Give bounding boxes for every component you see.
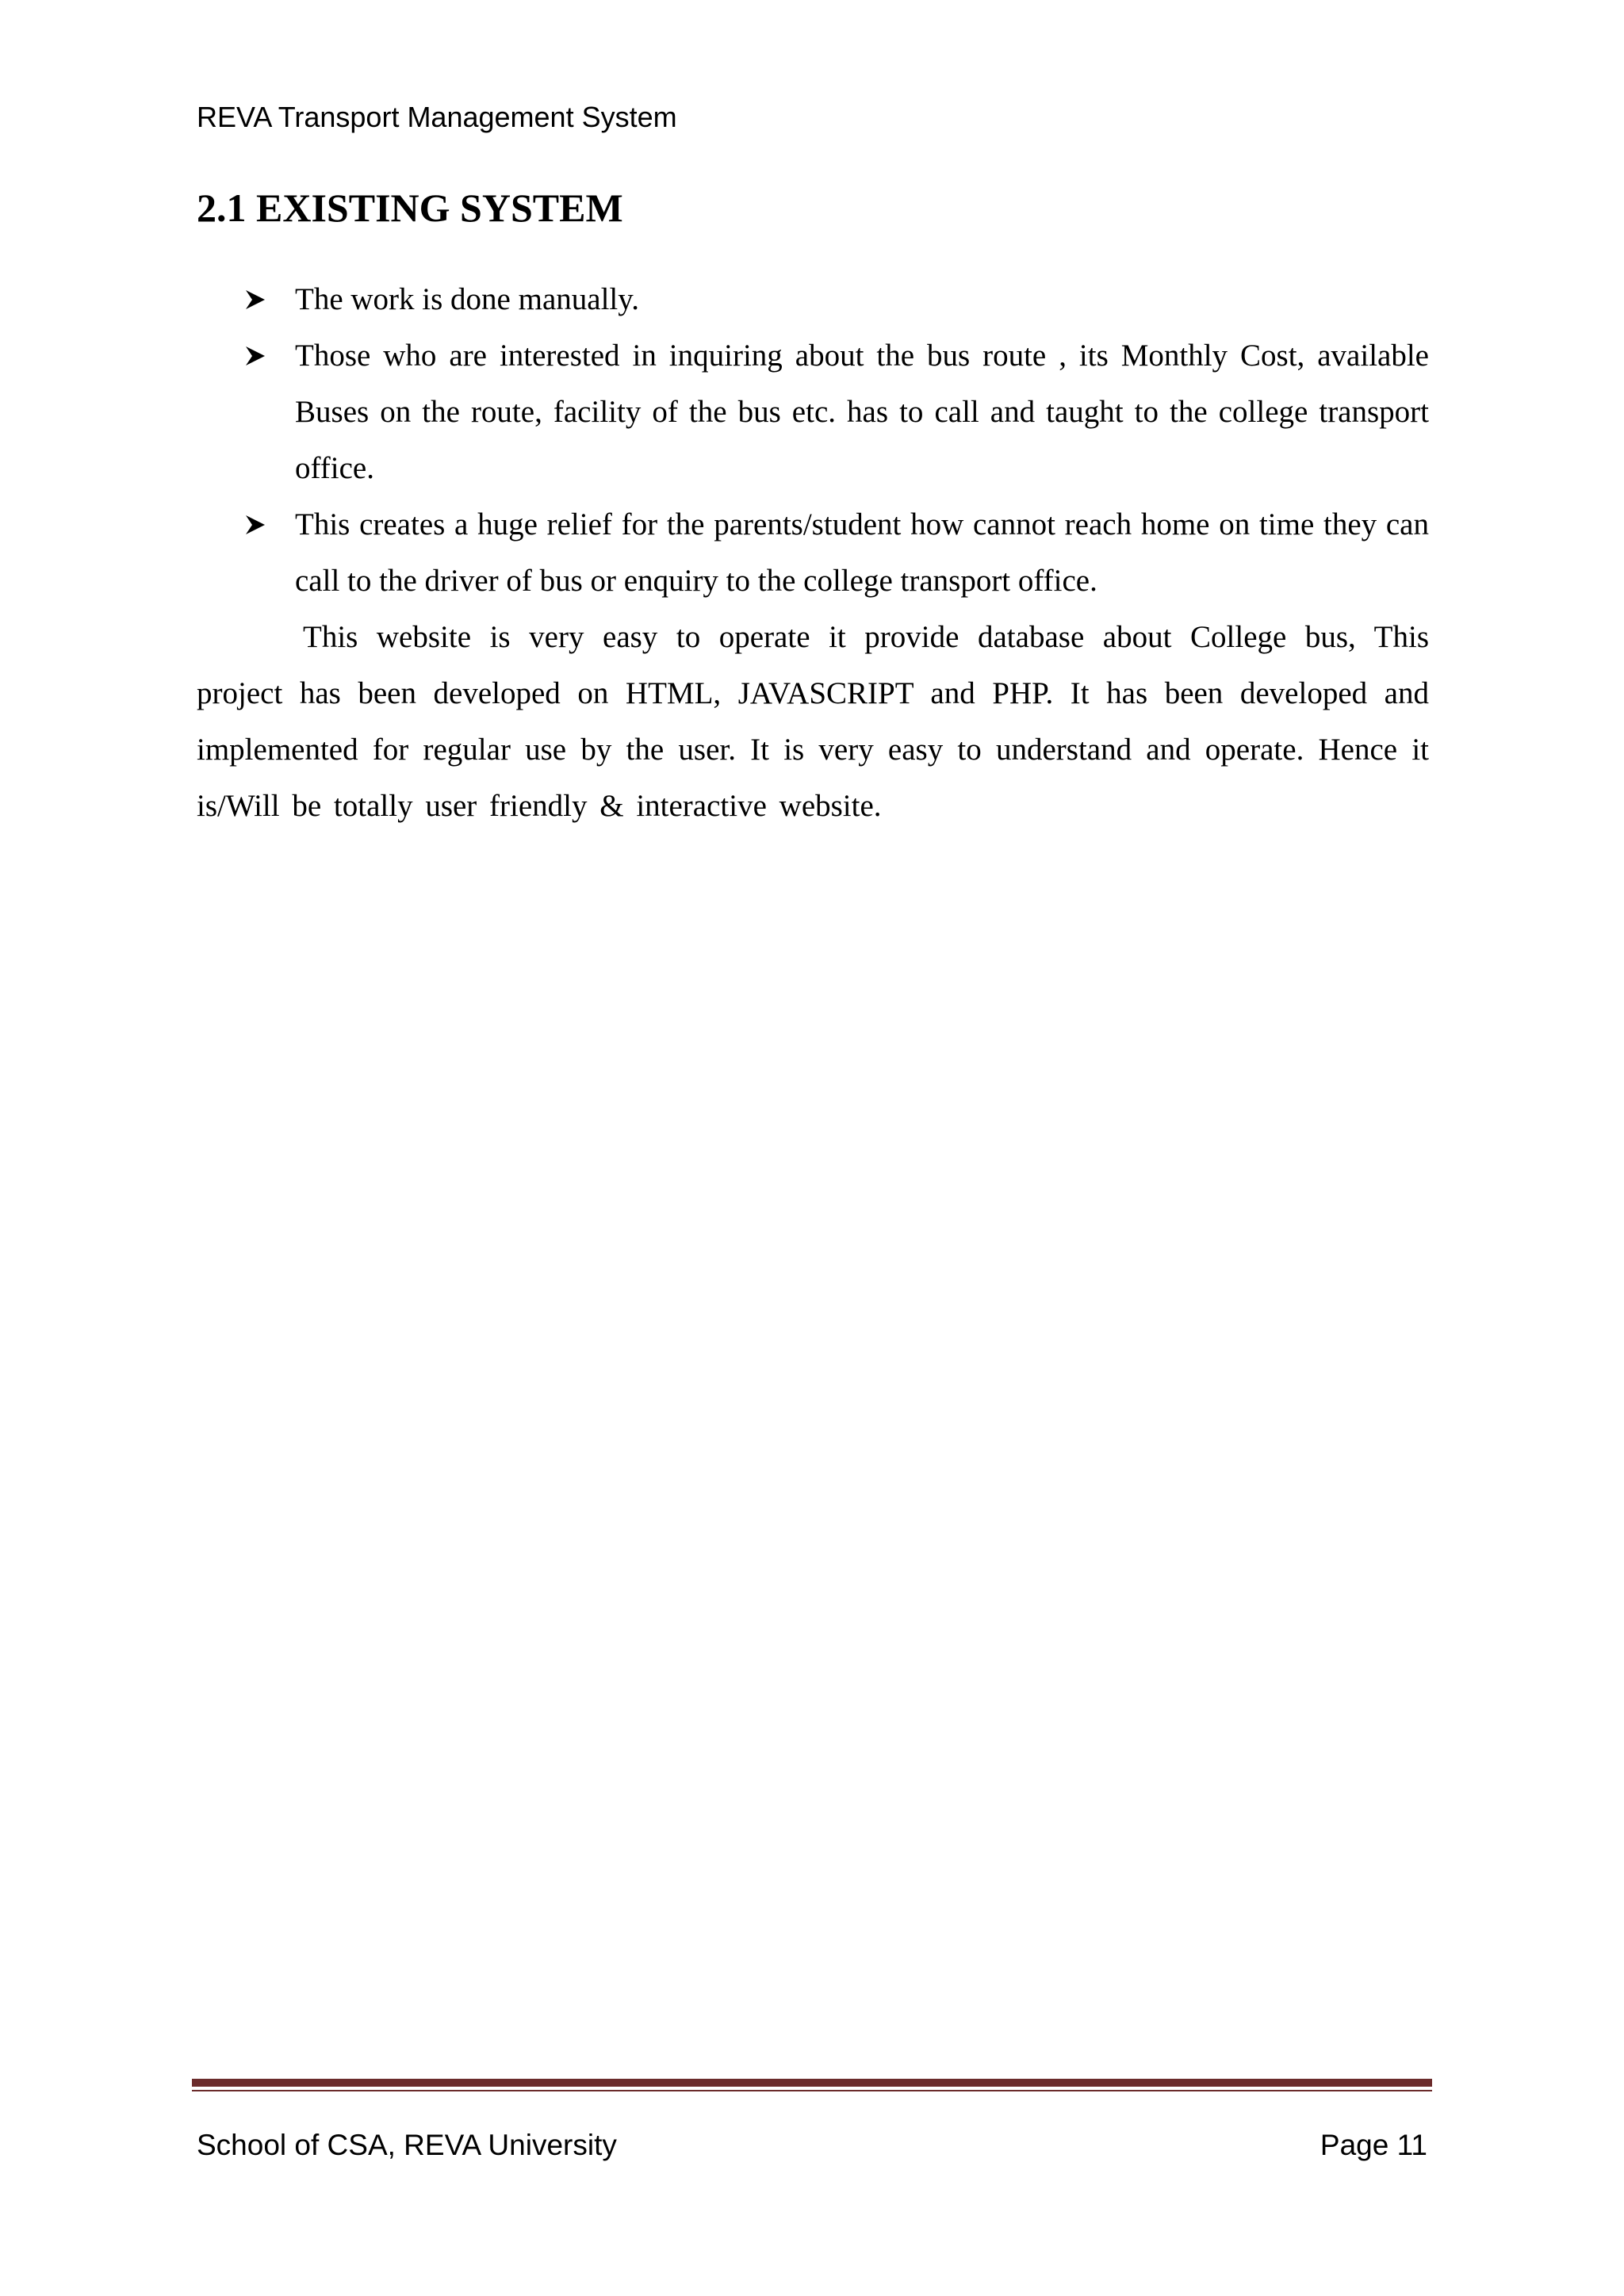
bullet-item bbox=[197, 271, 1429, 327]
arrow-bullet-icon bbox=[244, 327, 276, 384]
arrow-bullet-icon bbox=[244, 271, 276, 327]
body-paragraph: This website is very easy to operate it provide database about College bus, This project has been developed on HTML, JAVASCRIPT and PHP. It has been developed and implemented for regular use by the user. It is very easy to understand and operate. Hence it is/Will be totally user friendly & interactive website. bbox=[197, 620, 1429, 823]
page-number: Page 11 bbox=[1320, 2129, 1427, 2161]
bullet-item bbox=[197, 327, 1429, 496]
bullet-list bbox=[197, 271, 1429, 609]
bullet-text: The work is done manually. bbox=[295, 282, 639, 316]
running-header: REVA Transport Management System bbox=[197, 101, 677, 133]
section-title: 2.1 EXISTING SYSTEM bbox=[197, 186, 623, 230]
arrow-bullet-icon bbox=[244, 496, 276, 553]
footer-divider bbox=[192, 2079, 1432, 2091]
bullet-text: Those who are interested in inquiring about the bus route , its Monthly Cost, available Buses on the route, facility of the bus etc. has to call and taught to the college transport office. bbox=[295, 339, 1429, 485]
footer-institution: School of CSA, REVA University bbox=[197, 2129, 617, 2161]
bullet-text: This creates a huge relief for the parents/student how cannot reach home on time they can call to the driver of bus or enquiry to the college transport office. bbox=[295, 507, 1429, 598]
bullet-item bbox=[197, 496, 1429, 609]
